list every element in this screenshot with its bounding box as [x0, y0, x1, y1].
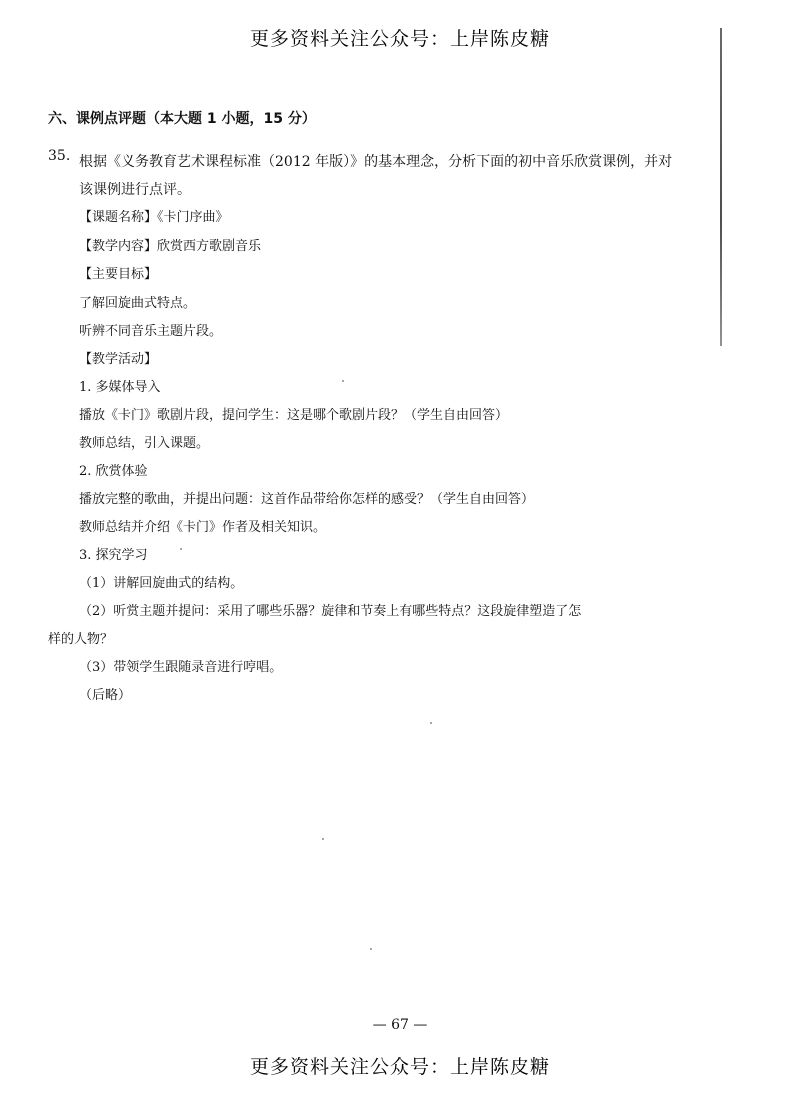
- scan-edge-line: [720, 28, 722, 346]
- scan-speck: [180, 548, 182, 550]
- page-number: — 67 —: [372, 1017, 428, 1033]
- step3-item-continuation: 样的人物？: [48, 632, 114, 647]
- step1-title: 1. 多媒体导入: [79, 380, 161, 395]
- scan-speck: [342, 380, 344, 382]
- footer-banner: 更多资料关注公众号：上岸陈皮糖: [249, 1056, 550, 1078]
- step3-item: （3）带领学生跟随录音进行哼唱。: [79, 660, 283, 675]
- header-banner: 更多资料关注公众号：上岸陈皮糖: [249, 28, 550, 50]
- step2-line: 播放完整的歌曲，并提出问题：这首作品带给你怎样的感受？（学生自由回答）: [79, 492, 535, 507]
- goal-item: 了解回旋曲式特点。: [79, 296, 197, 311]
- section-heading: 六、课例点评题（本大题 1 小题，15 分）: [48, 111, 316, 127]
- step3-item: （1）讲解回旋曲式的结构。: [79, 576, 244, 591]
- goals-heading: 【主要目标】: [79, 267, 158, 282]
- step3-title: 3. 探究学习: [79, 548, 148, 563]
- omitted-note: （后略）: [79, 688, 132, 703]
- question-number: 35.: [48, 148, 71, 164]
- goal-item: 听辨不同音乐主题片段。: [79, 324, 223, 339]
- scan-speck: [370, 948, 372, 950]
- step1-line: 教师总结，引入课题。: [79, 436, 210, 451]
- scan-speck: [430, 722, 432, 724]
- step1-line: 播放《卡门》歌剧片段，提问学生：这是哪个歌剧片段？（学生自由回答）: [79, 408, 509, 423]
- activities-heading: 【教学活动】: [79, 352, 158, 367]
- step2-title: 2. 欣赏体验: [79, 464, 148, 479]
- step2-line: 教师总结并介绍《卡门》作者及相关知识。: [79, 520, 327, 535]
- lesson-title-line: 【课题名称】《卡门序曲》: [79, 210, 229, 225]
- question-prompt: 根据《义务教育艺术课程标准（2012 年版）》的基本理念，分析下面的初中音乐欣赏课例，并对该课例进行点评。: [79, 154, 673, 198]
- lesson-content-line: 【教学内容】欣赏西方歌剧音乐: [79, 239, 262, 254]
- step3-item: （2）听赏主题并提问：采用了哪些乐器？旋律和节奏上有哪些特点？这段旋律塑造了怎: [79, 604, 582, 619]
- scan-speck: [322, 838, 324, 840]
